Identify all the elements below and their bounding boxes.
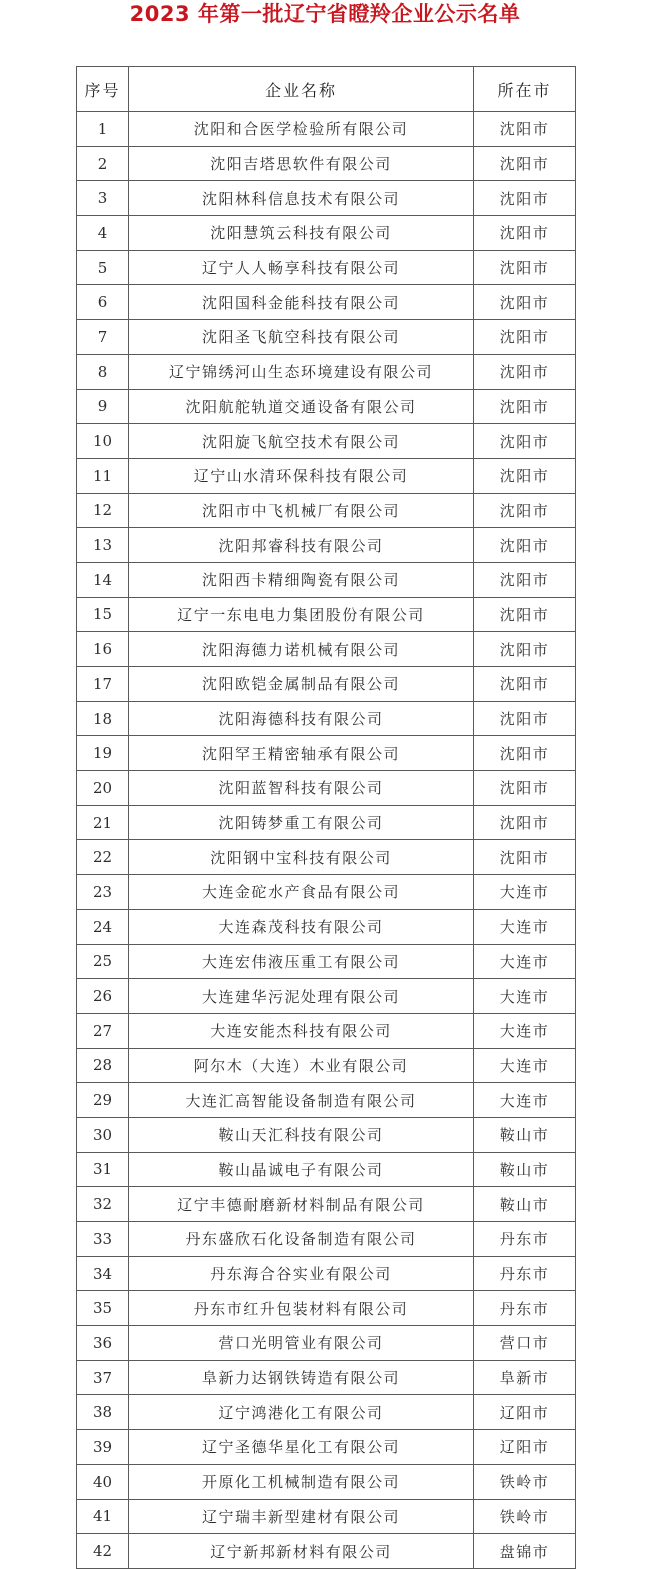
table-row xyxy=(77,1326,576,1361)
cell-serial-number: 39 xyxy=(77,1430,129,1465)
cell-company-name: 沈阳旋飞航空技术有限公司 xyxy=(129,424,474,459)
cell-city: 鞍山市 xyxy=(474,1152,576,1187)
cell-serial-number: 33 xyxy=(77,1222,129,1257)
cell-serial-number: 38 xyxy=(77,1395,129,1430)
cell-city: 大连市 xyxy=(474,944,576,979)
table-row xyxy=(77,562,576,597)
cell-city: 盘锦市 xyxy=(474,1534,576,1569)
cell-city: 辽阳市 xyxy=(474,1395,576,1430)
cell-city: 大连市 xyxy=(474,909,576,944)
cell-company-name: 沈阳圣飞航空科技有限公司 xyxy=(129,320,474,355)
cell-company-name: 大连安能杰科技有限公司 xyxy=(129,1013,474,1048)
cell-company-name: 辽宁一东电电力集团股份有限公司 xyxy=(129,597,474,632)
cell-company-name: 鞍山天汇科技有限公司 xyxy=(129,1117,474,1152)
table-row xyxy=(77,667,576,702)
cell-serial-number: 40 xyxy=(77,1464,129,1499)
cell-company-name: 辽宁鸿港化工有限公司 xyxy=(129,1395,474,1430)
cell-serial-number: 18 xyxy=(77,701,129,736)
cell-serial-number: 23 xyxy=(77,875,129,910)
header-serial-number: 序号 xyxy=(77,67,129,112)
cell-city: 沈阳市 xyxy=(474,250,576,285)
cell-serial-number: 25 xyxy=(77,944,129,979)
table-row xyxy=(77,458,576,493)
cell-company-name: 沈阳欧铠金属制品有限公司 xyxy=(129,667,474,702)
cell-company-name: 营口光明管业有限公司 xyxy=(129,1326,474,1361)
cell-company-name: 沈阳和合医学检验所有限公司 xyxy=(129,112,474,147)
cell-company-name: 沈阳慧筑云科技有限公司 xyxy=(129,216,474,251)
table-row xyxy=(77,216,576,251)
cell-company-name: 辽宁锦绣河山生态环境建设有限公司 xyxy=(129,354,474,389)
table-row xyxy=(77,320,576,355)
cell-city: 丹东市 xyxy=(474,1256,576,1291)
table-row xyxy=(77,1256,576,1291)
cell-company-name: 开原化工机械制造有限公司 xyxy=(129,1464,474,1499)
cell-company-name: 丹东海合谷实业有限公司 xyxy=(129,1256,474,1291)
cell-serial-number: 26 xyxy=(77,979,129,1014)
cell-serial-number: 21 xyxy=(77,805,129,840)
table-header-row xyxy=(77,67,576,112)
cell-company-name: 沈阳蓝智科技有限公司 xyxy=(129,771,474,806)
cell-company-name: 大连建华污泥处理有限公司 xyxy=(129,979,474,1014)
cell-company-name: 沈阳市中飞机械厂有限公司 xyxy=(129,493,474,528)
cell-serial-number: 13 xyxy=(77,528,129,563)
cell-company-name: 沈阳海德力诺机械有限公司 xyxy=(129,632,474,667)
cell-city: 沈阳市 xyxy=(474,458,576,493)
cell-city: 鞍山市 xyxy=(474,1187,576,1222)
cell-company-name: 沈阳国科金能科技有限公司 xyxy=(129,285,474,320)
cell-company-name: 沈阳钢中宝科技有限公司 xyxy=(129,840,474,875)
cell-city: 营口市 xyxy=(474,1326,576,1361)
header-company-name: 企业名称 xyxy=(129,67,474,112)
cell-company-name: 辽宁山水清环保科技有限公司 xyxy=(129,458,474,493)
cell-company-name: 鞍山晶诚电子有限公司 xyxy=(129,1152,474,1187)
table-row xyxy=(77,493,576,528)
cell-company-name: 沈阳林科信息技术有限公司 xyxy=(129,181,474,216)
cell-city: 沈阳市 xyxy=(474,112,576,147)
cell-serial-number: 32 xyxy=(77,1187,129,1222)
cell-company-name: 沈阳航舵轨道交通设备有限公司 xyxy=(129,389,474,424)
table-row xyxy=(77,1083,576,1118)
cell-serial-number: 19 xyxy=(77,736,129,771)
header-city: 所在市 xyxy=(474,67,576,112)
cell-serial-number: 4 xyxy=(77,216,129,251)
cell-city: 丹东市 xyxy=(474,1222,576,1257)
table-row xyxy=(77,1013,576,1048)
table-row xyxy=(77,1152,576,1187)
cell-company-name: 大连金砣水产食品有限公司 xyxy=(129,875,474,910)
cell-serial-number: 5 xyxy=(77,250,129,285)
cell-company-name: 大连汇高智能设备制造有限公司 xyxy=(129,1083,474,1118)
cell-company-name: 沈阳罕王精密轴承有限公司 xyxy=(129,736,474,771)
cell-city: 沈阳市 xyxy=(474,528,576,563)
cell-serial-number: 27 xyxy=(77,1013,129,1048)
cell-serial-number: 1 xyxy=(77,112,129,147)
cell-city: 沈阳市 xyxy=(474,667,576,702)
table-row xyxy=(77,250,576,285)
cell-city: 沈阳市 xyxy=(474,597,576,632)
table-row xyxy=(77,112,576,147)
cell-serial-number: 37 xyxy=(77,1360,129,1395)
table-row xyxy=(77,181,576,216)
cell-company-name: 沈阳海德科技有限公司 xyxy=(129,701,474,736)
cell-city: 沈阳市 xyxy=(474,354,576,389)
cell-company-name: 大连森茂科技有限公司 xyxy=(129,909,474,944)
table-row xyxy=(77,701,576,736)
table-row xyxy=(77,1117,576,1152)
cell-serial-number: 30 xyxy=(77,1117,129,1152)
cell-serial-number: 12 xyxy=(77,493,129,528)
cell-city: 沈阳市 xyxy=(474,320,576,355)
table-row xyxy=(77,979,576,1014)
cell-serial-number: 8 xyxy=(77,354,129,389)
cell-city: 大连市 xyxy=(474,1083,576,1118)
cell-serial-number: 29 xyxy=(77,1083,129,1118)
cell-company-name: 沈阳邦睿科技有限公司 xyxy=(129,528,474,563)
table-row xyxy=(77,354,576,389)
cell-serial-number: 35 xyxy=(77,1291,129,1326)
cell-serial-number: 3 xyxy=(77,181,129,216)
cell-city: 沈阳市 xyxy=(474,389,576,424)
table-row xyxy=(77,1499,576,1534)
table-row xyxy=(77,1534,576,1569)
cell-city: 大连市 xyxy=(474,979,576,1014)
cell-company-name: 丹东盛欣石化设备制造有限公司 xyxy=(129,1222,474,1257)
table-row xyxy=(77,1291,576,1326)
cell-serial-number: 34 xyxy=(77,1256,129,1291)
table-row xyxy=(77,840,576,875)
cell-company-name: 辽宁圣德华星化工有限公司 xyxy=(129,1430,474,1465)
cell-serial-number: 17 xyxy=(77,667,129,702)
cell-city: 沈阳市 xyxy=(474,805,576,840)
cell-city: 沈阳市 xyxy=(474,736,576,771)
cell-company-name: 辽宁丰德耐磨新材料制品有限公司 xyxy=(129,1187,474,1222)
cell-serial-number: 14 xyxy=(77,562,129,597)
table-row xyxy=(77,146,576,181)
cell-company-name: 沈阳吉塔思软件有限公司 xyxy=(129,146,474,181)
table-row xyxy=(77,597,576,632)
cell-city: 沈阳市 xyxy=(474,181,576,216)
cell-city: 鞍山市 xyxy=(474,1117,576,1152)
cell-company-name: 阜新力达钢铁铸造有限公司 xyxy=(129,1360,474,1395)
cell-city: 沈阳市 xyxy=(474,771,576,806)
cell-company-name: 辽宁人人畅享科技有限公司 xyxy=(129,250,474,285)
cell-city: 沈阳市 xyxy=(474,424,576,459)
cell-city: 大连市 xyxy=(474,875,576,910)
cell-city: 丹东市 xyxy=(474,1291,576,1326)
table-row xyxy=(77,424,576,459)
cell-serial-number: 16 xyxy=(77,632,129,667)
cell-city: 沈阳市 xyxy=(474,562,576,597)
cell-city: 大连市 xyxy=(474,1013,576,1048)
table-row xyxy=(77,285,576,320)
table-row xyxy=(77,389,576,424)
cell-serial-number: 28 xyxy=(77,1048,129,1083)
cell-city: 沈阳市 xyxy=(474,285,576,320)
cell-company-name: 辽宁瑞丰新型建材有限公司 xyxy=(129,1499,474,1534)
cell-serial-number: 11 xyxy=(77,458,129,493)
cell-company-name: 辽宁新邦新材料有限公司 xyxy=(129,1534,474,1569)
table-row xyxy=(77,1464,576,1499)
cell-city: 沈阳市 xyxy=(474,146,576,181)
page-title: 2023 年第一批辽宁省瞪羚企业公示名单 xyxy=(129,2,521,26)
table-row xyxy=(77,1430,576,1465)
table-row xyxy=(77,944,576,979)
cell-serial-number: 36 xyxy=(77,1326,129,1361)
table-body xyxy=(77,112,576,1569)
table-row xyxy=(77,736,576,771)
cell-city: 沈阳市 xyxy=(474,216,576,251)
cell-serial-number: 2 xyxy=(77,146,129,181)
cell-city: 阜新市 xyxy=(474,1360,576,1395)
cell-city: 沈阳市 xyxy=(474,840,576,875)
cell-city: 铁岭市 xyxy=(474,1499,576,1534)
cell-serial-number: 9 xyxy=(77,389,129,424)
table-row xyxy=(77,1360,576,1395)
cell-company-name: 沈阳铸梦重工有限公司 xyxy=(129,805,474,840)
cell-serial-number: 7 xyxy=(77,320,129,355)
cell-city: 沈阳市 xyxy=(474,701,576,736)
table-row xyxy=(77,528,576,563)
cell-city: 铁岭市 xyxy=(474,1464,576,1499)
cell-serial-number: 20 xyxy=(77,771,129,806)
table-row xyxy=(77,1395,576,1430)
cell-company-name: 阿尔木（大连）木业有限公司 xyxy=(129,1048,474,1083)
table-row xyxy=(77,771,576,806)
table-row xyxy=(77,1048,576,1083)
cell-city: 沈阳市 xyxy=(474,632,576,667)
cell-city: 沈阳市 xyxy=(474,493,576,528)
table-row xyxy=(77,909,576,944)
cell-serial-number: 42 xyxy=(77,1534,129,1569)
cell-company-name: 沈阳西卡精细陶瓷有限公司 xyxy=(129,562,474,597)
cell-company-name: 丹东市红升包装材料有限公司 xyxy=(129,1291,474,1326)
cell-serial-number: 6 xyxy=(77,285,129,320)
cell-company-name: 大连宏伟液压重工有限公司 xyxy=(129,944,474,979)
cell-serial-number: 15 xyxy=(77,597,129,632)
cell-city: 大连市 xyxy=(474,1048,576,1083)
table-row xyxy=(77,1222,576,1257)
cell-serial-number: 22 xyxy=(77,840,129,875)
cell-serial-number: 31 xyxy=(77,1152,129,1187)
table-row xyxy=(77,805,576,840)
company-list-table xyxy=(76,66,576,1569)
table-row xyxy=(77,632,576,667)
cell-serial-number: 24 xyxy=(77,909,129,944)
cell-city: 辽阳市 xyxy=(474,1430,576,1465)
table-row xyxy=(77,875,576,910)
table-row xyxy=(77,1187,576,1222)
cell-serial-number: 10 xyxy=(77,424,129,459)
cell-serial-number: 41 xyxy=(77,1499,129,1534)
